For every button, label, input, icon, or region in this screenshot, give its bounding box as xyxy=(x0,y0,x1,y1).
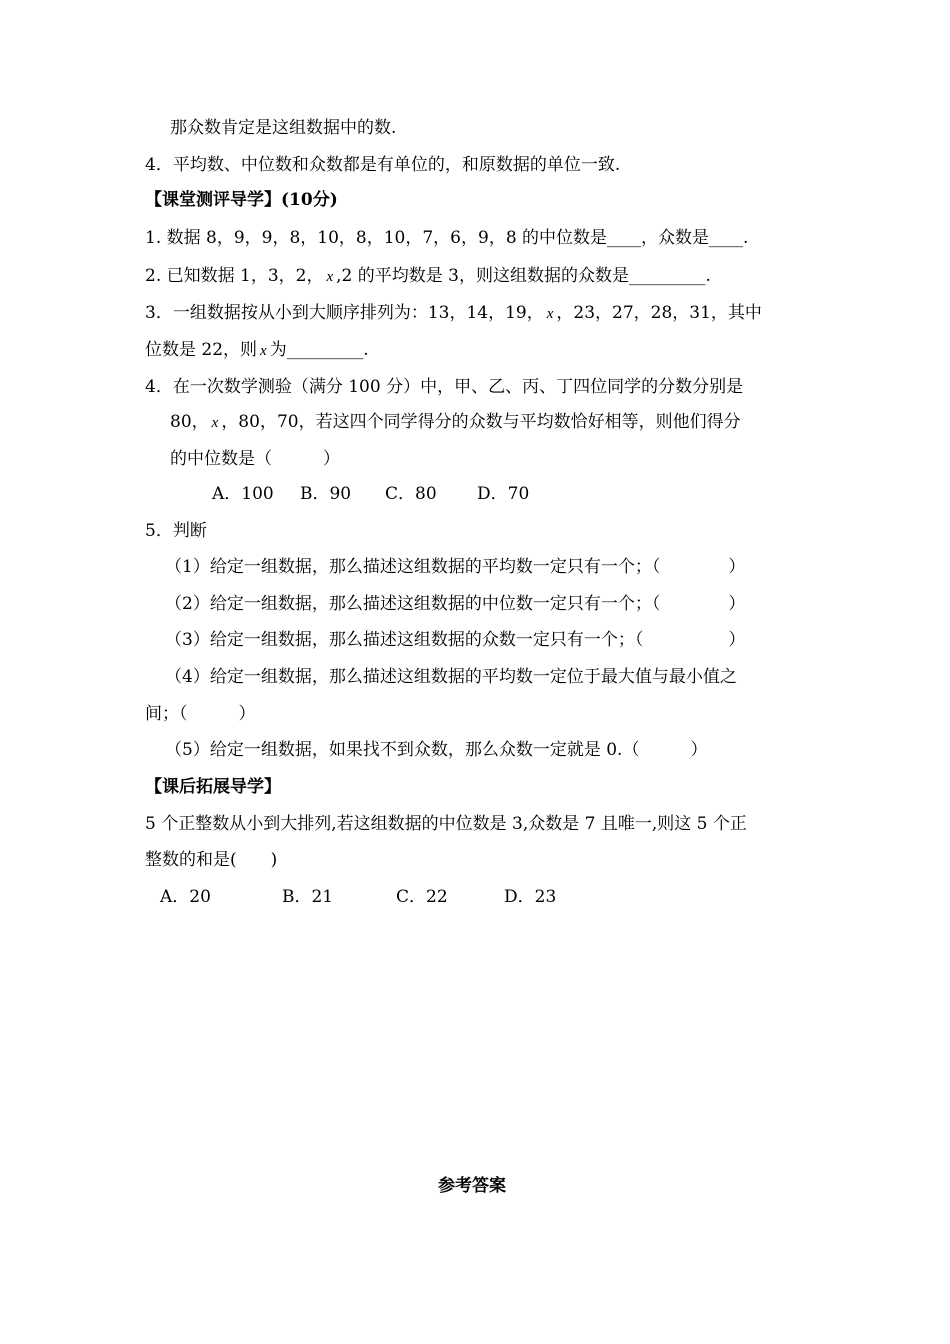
option-a: A．20 xyxy=(160,887,211,907)
question-3-cont xyxy=(145,339,369,362)
question-3 xyxy=(145,302,762,325)
q3-text: ，23，27，28，31，其中 xyxy=(556,303,762,323)
question-2 xyxy=(145,265,711,288)
judge-item-4-cont: 间；（ ） xyxy=(145,704,256,724)
text-line: 4．平均数、中位数和众数都是有单位的，和原数据的单位一致. xyxy=(145,155,621,175)
q3-text: 3．一组数据按从小到大顺序排列为：13，14，19， xyxy=(145,303,544,323)
variable-x: x xyxy=(211,415,219,431)
q4-text: 80， xyxy=(170,412,209,432)
text-line: 那众数肯定是这组数据中的数. xyxy=(170,118,397,138)
q4-text: ，80，70，若这四个同学得分的众数与平均数恰好相等，则他们得分 xyxy=(221,412,741,432)
judge-item-5: （5）给定一组数据，如果找不到众数，那么众数一定就是 0.（ ） xyxy=(165,740,708,760)
judge-item-3: （3）给定一组数据，那么描述这组数据的众数一定只有一个；（ ） xyxy=(165,630,746,650)
judge-item-4: （4）给定一组数据，那么描述这组数据的平均数一定位于最大值与最小值之 xyxy=(165,667,737,687)
judge-item-2: （2）给定一组数据，那么描述这组数据的中位数一定只有一个；（ ） xyxy=(165,594,746,614)
q3-text: 位数是 22，则 xyxy=(145,340,258,360)
judge-item-1: （1）给定一组数据，那么描述这组数据的平均数一定只有一个；（ ） xyxy=(165,557,746,577)
q4-options xyxy=(212,483,529,505)
q2-text: 2. 已知数据 1，3，2， xyxy=(145,266,324,286)
option-c: C．22 xyxy=(396,887,448,907)
question-1: 1. 数据 8，9，9，8，10，8，10，7，6，9，8 的中位数是____，众数是____. xyxy=(145,228,749,248)
ext-options xyxy=(160,886,556,908)
extension-question-cont: 整数的和是( ) xyxy=(145,850,278,870)
option-d: D．23 xyxy=(504,887,557,907)
question-4-cont: 的中位数是（ ） xyxy=(170,449,340,469)
question-4-cont xyxy=(170,411,741,434)
answers-title: 参考答案 xyxy=(438,1176,506,1196)
option-d: D．70 xyxy=(477,484,530,504)
section-heading: 【课后拓展导学】 xyxy=(145,777,281,797)
q3-text: 为_________. xyxy=(269,340,369,360)
question-5: 5．判断 xyxy=(145,521,207,541)
option-a: A．100 xyxy=(212,484,274,504)
option-c: C．80 xyxy=(385,484,437,504)
extension-question: 5 个正整数从小到大排列,若这组数据的中位数是 3,众数是 7 且唯一,则这 5 个正 xyxy=(145,814,747,834)
variable-x: x xyxy=(546,306,554,322)
q2-text: ,2 的平均数是 3，则这组数据的众数是_________. xyxy=(336,266,711,286)
option-b: B．90 xyxy=(300,484,352,504)
option-b: B．21 xyxy=(282,887,334,907)
section-heading: 【课堂测评导学】(10分) xyxy=(145,190,338,210)
question-4: 4．在一次数学测验（满分 100 分）中，甲、乙、丙、丁四位同学的分数分别是 xyxy=(145,377,744,397)
variable-x: x xyxy=(326,269,334,285)
variable-x: x xyxy=(260,343,267,359)
